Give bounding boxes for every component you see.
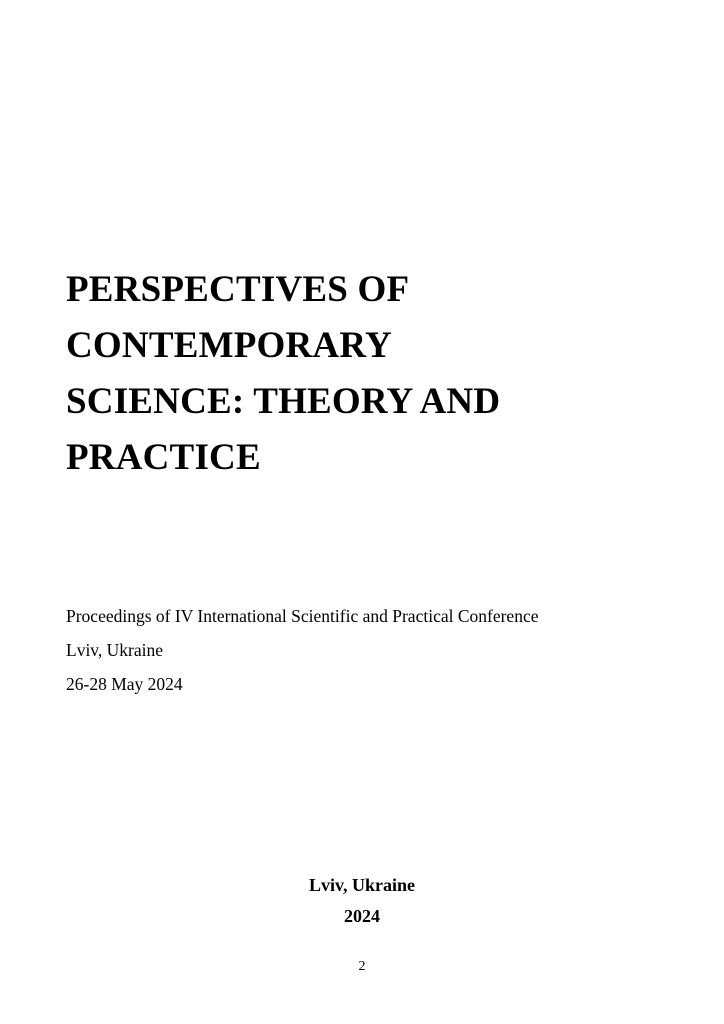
conference-details — [66, 599, 666, 701]
title-line-3: SCIENCE: THEORY AND — [66, 381, 501, 422]
imprint-place: Lviv, Ukraine — [308, 875, 415, 895]
date-line: 26-28 May 2024 — [66, 674, 183, 694]
page-title — [66, 262, 636, 486]
imprint-block — [0, 870, 724, 932]
page-number: 2 — [358, 959, 366, 974]
title-line-4: PRACTICE — [66, 437, 261, 478]
title-line-1: PERSPECTIVES OF — [66, 269, 410, 310]
title-line-2: CONTEMPORARY — [66, 325, 392, 366]
imprint-year: 2024 — [344, 906, 380, 926]
location-line: Lviv, Ukraine — [66, 640, 164, 660]
proceedings-line: Proceedings of IV International Scientific and Practical Conference — [66, 606, 539, 626]
